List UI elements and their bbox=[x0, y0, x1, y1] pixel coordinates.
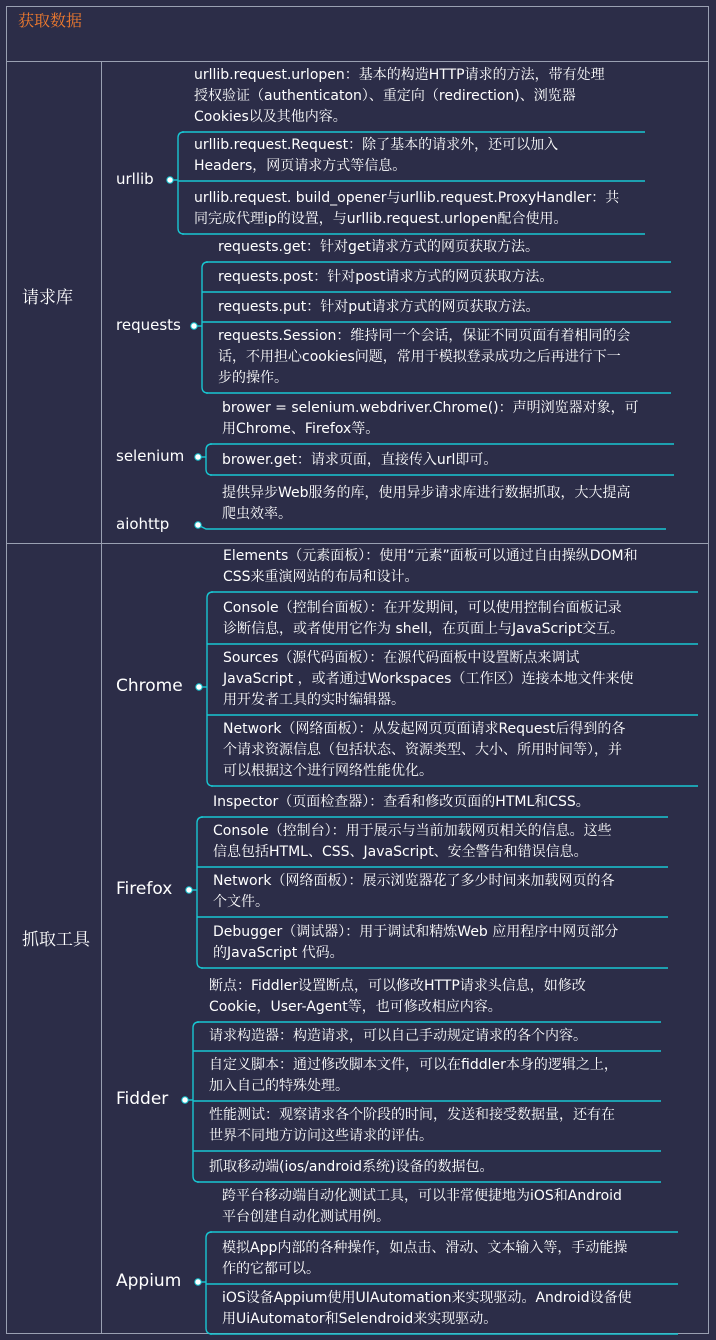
leaf-text-line: Cookie，User-Agent等，也可修改相应内容。 bbox=[209, 999, 502, 1015]
leaf-text-line: 授权验证（authenticaton）、重定向（redirection)、浏览器 bbox=[194, 88, 576, 104]
tool-firefox: Firefox bbox=[116, 879, 173, 899]
connector-line bbox=[198, 525, 666, 529]
leaf-text-line: 用Chrome、Firefox等。 bbox=[222, 421, 380, 437]
tool-aiohttp: aiohttp bbox=[116, 515, 170, 533]
leaf-text-line: 的JavaScript 代码。 bbox=[213, 945, 344, 961]
page-title: 获取数据 bbox=[18, 11, 83, 30]
leaf-item bbox=[222, 1238, 627, 1280]
leaf-text-line: 作的它都可以。 bbox=[222, 1261, 320, 1277]
leaf-text-line: 提供异步Web服务的库，使用异步请求库进行数据抓取，大大提高 bbox=[222, 485, 631, 501]
leaf-item bbox=[209, 1157, 494, 1178]
leaf-text-line: CSS来重演网站的布局和设计。 bbox=[223, 569, 419, 585]
leaf-text-line: urllib.request. build_opener与urllib.request.ProxyHandler：共 bbox=[194, 190, 620, 206]
leaf-text-line: 同完成代理ip的设置，与urllib.request.urlopen配合使用。 bbox=[194, 211, 568, 227]
node-dot bbox=[167, 177, 173, 183]
connector-line bbox=[207, 592, 213, 786]
leaf-text-line: 用UiAutomator和Selendroid来实现驱动。 bbox=[222, 1311, 498, 1327]
connector-line bbox=[178, 132, 184, 234]
leaf-text-line: Sources（源代码面板）：在源代码面板中设置断点来调试 bbox=[223, 650, 580, 666]
leaf-item bbox=[213, 792, 590, 813]
leaf-text-line: Network（网络面板）：从发起网页页面请求Request后得到的各 bbox=[223, 721, 626, 737]
leaf-item bbox=[222, 1186, 622, 1228]
leaf-text-line: 信息包括HTML、CSS、JavaScript、安全警告和错误信息。 bbox=[213, 844, 588, 860]
leaf-text-line: 模拟App内部的各种操作，如点击、滑动、文本输入等，手动能操 bbox=[222, 1240, 628, 1256]
connector-line bbox=[193, 1022, 199, 1182]
leaf-text-line: Cookies以及其他内容。 bbox=[194, 109, 347, 125]
leaf-text-line: requests.put：针对put请求方式的网页获取方法。 bbox=[218, 299, 540, 315]
leaf-text-line: 爬虫效率。 bbox=[222, 506, 292, 522]
leaf-text-line: 跨平台移动端自动化测试工具，可以非常便捷地为iOS和Android bbox=[222, 1188, 622, 1204]
leaf-text-line: 加入自己的特殊处理。 bbox=[209, 1078, 349, 1094]
leaf-text-line: 话，不用担心cookies问题，常用于模拟登录成功之后再进行下一 bbox=[218, 349, 621, 365]
leaf-item bbox=[223, 546, 638, 588]
leaf-text-line: Network（网络面板）：展示浏览器花了多少时间来加载网页的各 bbox=[213, 873, 615, 889]
leaf-text-line: 自定义脚本：通过修改脚本文件，可以在fiddler本身的逻辑之上， bbox=[209, 1057, 618, 1073]
leaf-text-line: 诊断信息，或者使用它作为 shell，在页面上与JavaScript交互。 bbox=[223, 621, 625, 637]
leaf-text-line: brower = selenium.webdriver.Chrome()：声明浏览器对象，可 bbox=[222, 400, 639, 416]
connector-line bbox=[197, 817, 203, 968]
leaf-text-line: 抓取移动端(ios/android系统)设备的数据包。 bbox=[209, 1159, 494, 1175]
leaf-text-line: requests.get：针对get请求方式的网页获取方法。 bbox=[218, 239, 539, 255]
leaf-item bbox=[218, 297, 539, 318]
leaf-text-line: 请求构造器：构造请求，可以自己手动规定请求的各个内容。 bbox=[209, 1028, 587, 1044]
leaf-text-line: 平台创建自动化测试用例。 bbox=[222, 1209, 390, 1225]
leaf-item bbox=[218, 237, 539, 258]
leaf-item bbox=[194, 65, 605, 128]
leaf-item bbox=[213, 821, 612, 863]
leaf-text-line: 个文件。 bbox=[213, 894, 269, 910]
leaf-text-line: urllib.request.Request：除了基本的请求外，还可以加入 bbox=[194, 137, 559, 153]
connector-line bbox=[206, 444, 212, 475]
leaf-item bbox=[209, 1105, 615, 1147]
leaf-text-line: Console（控制台）：用于展示与当前加载网页相关的信息。这些 bbox=[213, 823, 612, 839]
leaf-item bbox=[218, 326, 630, 389]
leaf-item bbox=[213, 871, 614, 913]
leaf-text-line: 可以根据这个进行网络性能优化。 bbox=[223, 763, 433, 779]
tool-fidder: Fidder bbox=[116, 1089, 169, 1109]
leaf-text-line: Inspector（页面检查器）：查看和修改页面的HTML和CSS。 bbox=[213, 794, 590, 810]
leaf-text-line: iOS设备Appium使用UIAutomation来实现驱动。Android设备使 bbox=[222, 1290, 632, 1306]
tool-urllib: urllib bbox=[116, 170, 154, 188]
tool-appium: Appium bbox=[116, 1271, 182, 1291]
leaf-text-line: brower.get：请求页面，直接传入url即可。 bbox=[222, 452, 498, 468]
leaf-text-line: Headers，网页请求方式等信息。 bbox=[194, 158, 407, 174]
leaf-item bbox=[209, 976, 586, 1018]
leaf-text-line: 世界不同地方访问这些请求的评估。 bbox=[209, 1128, 433, 1144]
leaf-text-line: urllib.request.urlopen：基本的构造HTTP请求的方法，带有处理 bbox=[194, 67, 605, 83]
leaf-item bbox=[222, 483, 631, 525]
category-request-libs: 请求库 bbox=[22, 288, 73, 308]
leaf-item bbox=[222, 450, 497, 471]
leaf-text-line: 性能测试：观察请求各个阶段的时间，发送和接受数据量，还有在 bbox=[209, 1107, 615, 1123]
leaf-item bbox=[223, 719, 625, 782]
connector-line bbox=[206, 1232, 212, 1334]
leaf-text-line: 断点：Fiddler设置断点，可以修改HTTP请求头信息，如修改 bbox=[209, 978, 586, 994]
node-dot bbox=[195, 454, 201, 460]
tool-selenium: selenium bbox=[116, 447, 185, 465]
leaf-text-line: Debugger（调试器）：用于调试和精炼Web 应用程序中网页部分 bbox=[213, 924, 619, 940]
leaf-item bbox=[194, 135, 558, 177]
leaf-text-line: 步的操作。 bbox=[218, 370, 288, 386]
leaf-item bbox=[223, 648, 633, 711]
leaf-text-line: JavaScript ，或者通过Workspaces（工作区）连接本地文件来使 bbox=[223, 671, 634, 687]
leaf-text-line: requests.post：针对post请求方式的网页获取方法。 bbox=[218, 269, 554, 285]
leaf-text-line: 用开发者工具的实时编辑器。 bbox=[223, 692, 405, 708]
node-dot bbox=[186, 887, 192, 893]
category-capture-tools: 抓取工具 bbox=[22, 930, 90, 950]
node-dot bbox=[196, 684, 202, 690]
node-dot bbox=[195, 522, 201, 528]
leaf-text-line: Console（控制台面板）：在开发期间，可以使用控制台面板记录 bbox=[223, 600, 622, 616]
leaf-item bbox=[223, 598, 624, 640]
tool-chrome: Chrome bbox=[116, 676, 183, 696]
node-dot bbox=[182, 1097, 188, 1103]
connector-line bbox=[202, 262, 208, 393]
leaf-item bbox=[213, 922, 618, 964]
leaf-text-line: Elements（元素面板）：使用“元素”面板可以通过自由操纵DOM和 bbox=[223, 548, 638, 564]
tool-requests: requests bbox=[116, 316, 181, 334]
leaf-text-line: requests.Session：维持同一个会话，保证不同页面有着相同的会 bbox=[218, 328, 631, 344]
node-dot bbox=[195, 1279, 201, 1285]
leaf-item bbox=[209, 1055, 618, 1097]
leaf-item bbox=[194, 188, 619, 230]
leaf-text-line: 个请求资源信息（包括状态、资源类型、大小、所用时间等），并 bbox=[223, 742, 622, 758]
leaf-item bbox=[209, 1026, 587, 1047]
leaf-item bbox=[222, 1288, 632, 1330]
leaf-item bbox=[218, 267, 553, 288]
leaf-item bbox=[222, 398, 639, 440]
node-dot bbox=[191, 323, 197, 329]
